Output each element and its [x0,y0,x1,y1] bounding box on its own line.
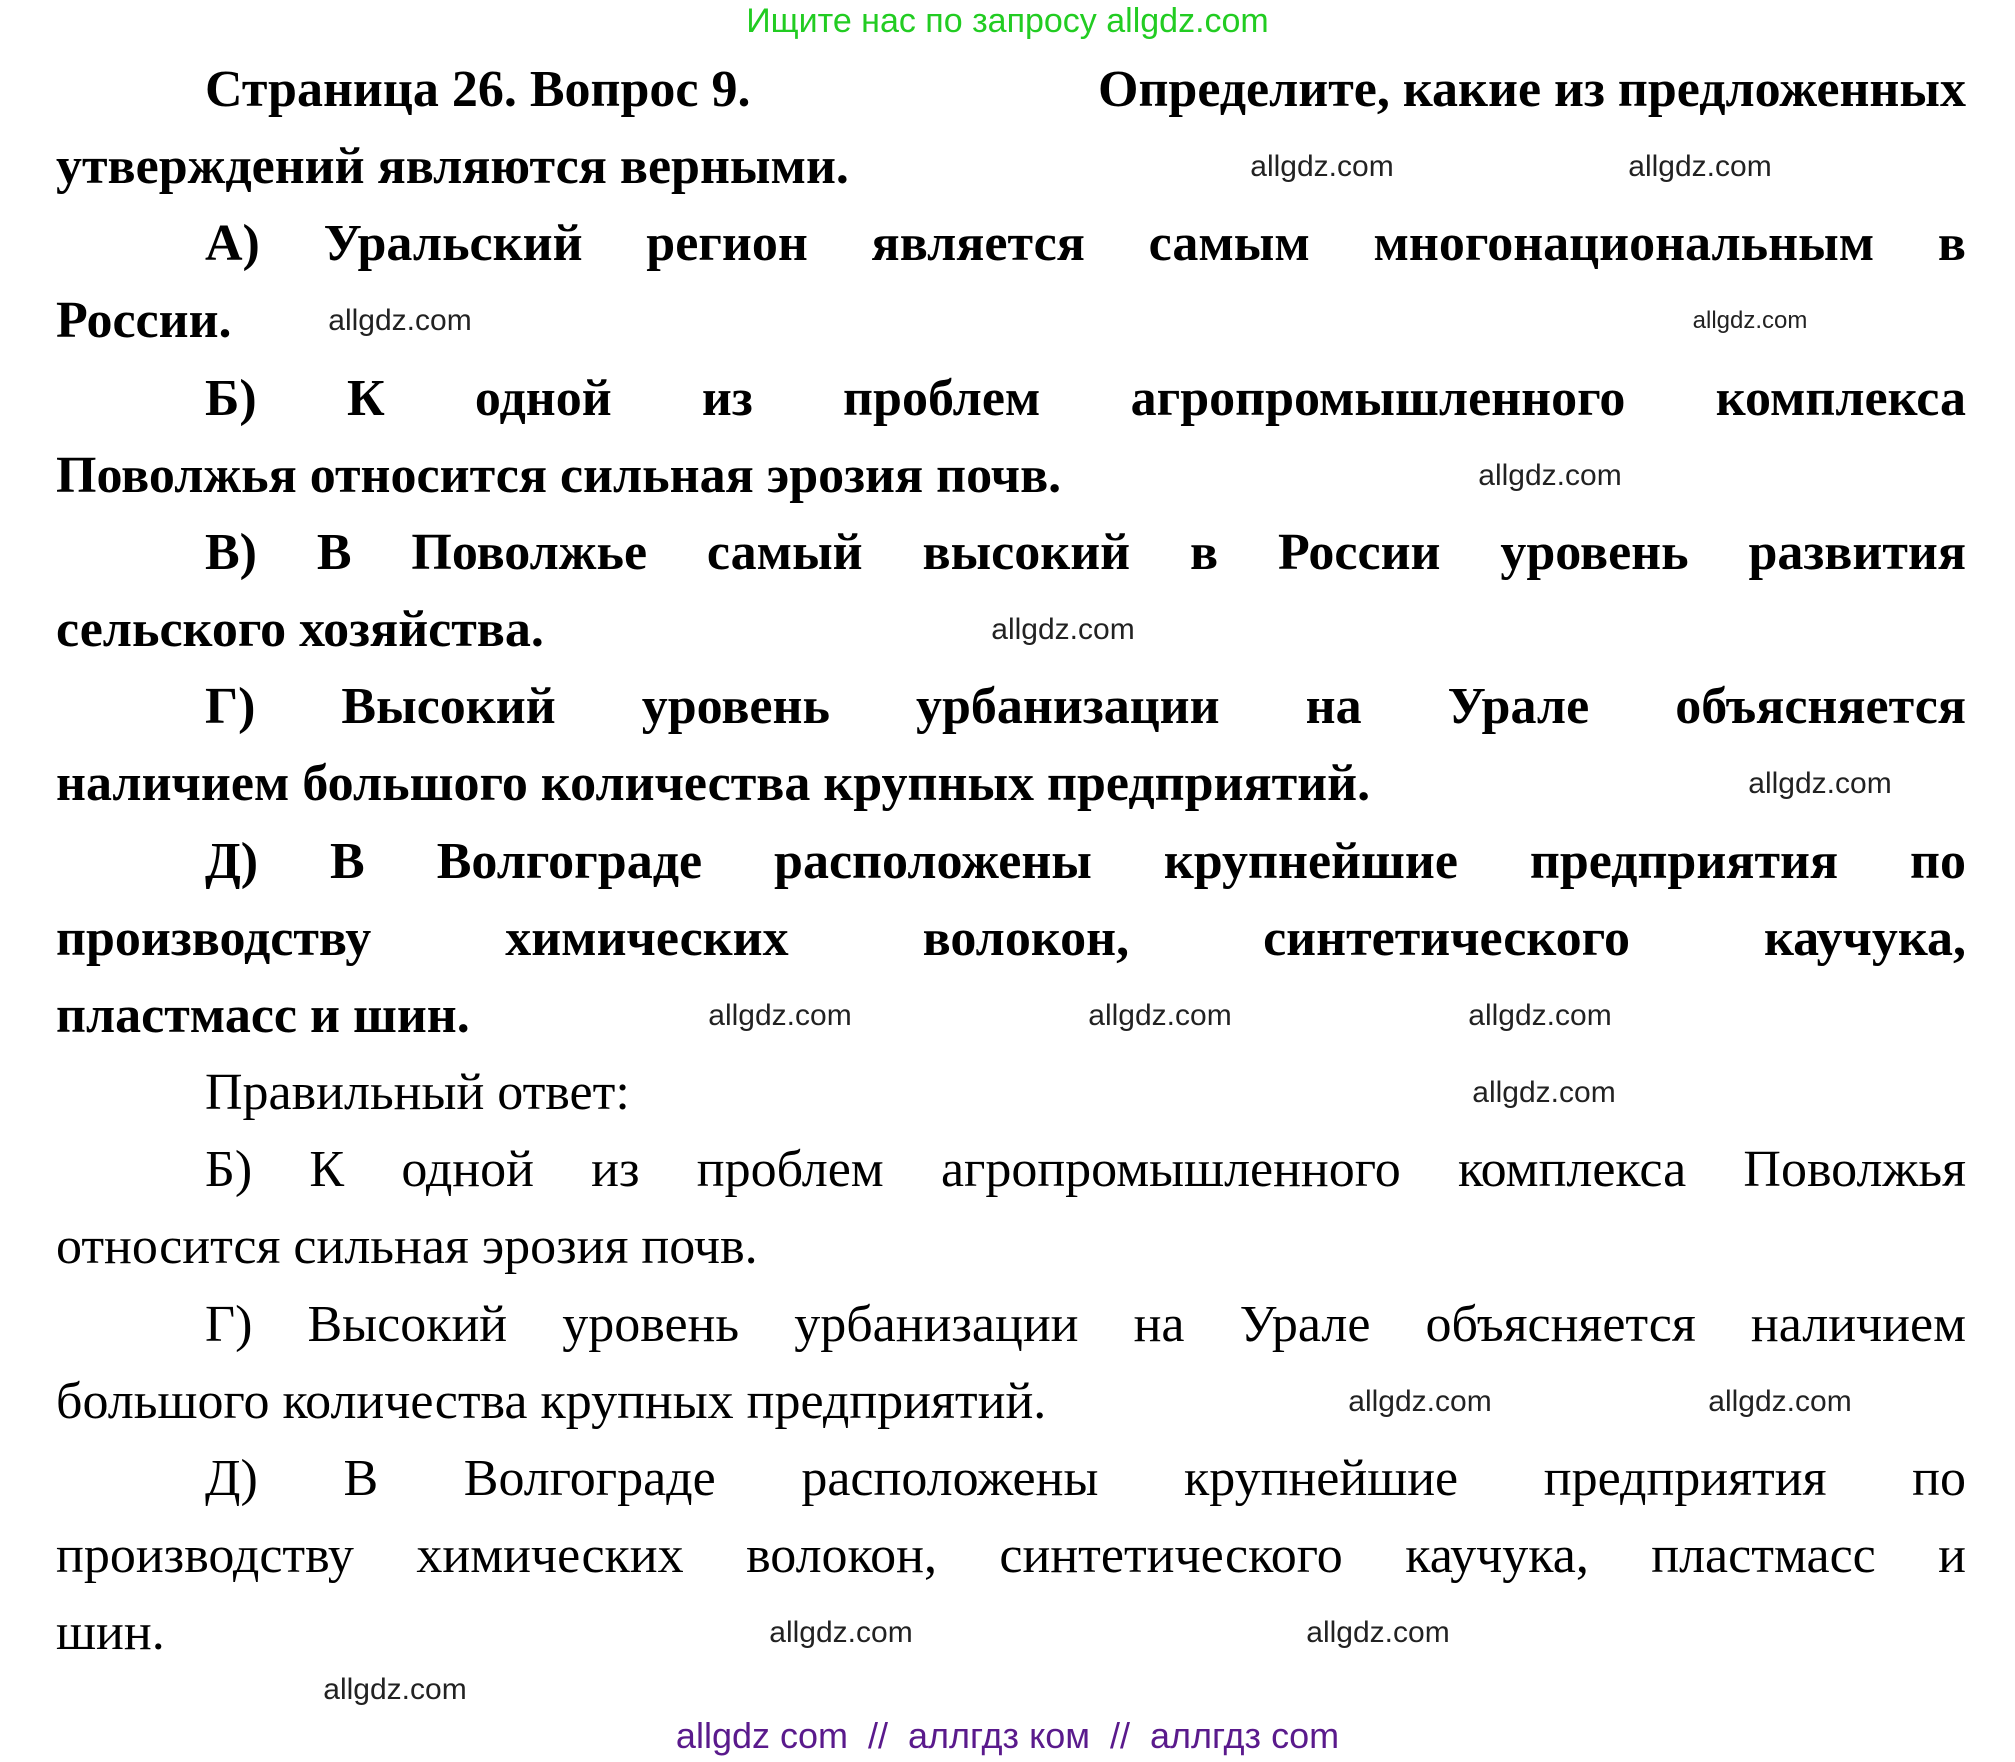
watermark: allgdz.com [1692,307,1808,334]
watermark: allgdz.com [991,613,1135,646]
statement-g-cont: наличием большого количества крупных предприятий. [56,755,1371,812]
watermark: allgdz.com [1348,1385,1492,1418]
watermark: allgdz.com [328,304,472,337]
statement-d: Д) В Волгограде расположены крупнейшие предприятия по [205,833,1966,890]
statement-b: Б) К одной из проблем агропромышленного комплекса [205,370,1966,427]
statement-v: В) В Поволжье самый высокий в России уровень развития [205,524,1966,581]
watermark: allgdz.com [1628,150,1772,183]
question-line: Определите, какие из предложенных [1098,61,1966,118]
answer-label: Правильный ответ: [205,1064,630,1121]
watermark: allgdz.com [323,1673,467,1706]
answer-d: Д) В Волгограде расположены крупнейшие предприятия по [205,1450,1966,1507]
watermark: allgdz.com [1088,999,1232,1032]
statement-g: Г) Высокий уровень урбанизации на Урале объясняется [205,678,1966,735]
statement-a: А) Уральский регион является самым многонациональным в [205,215,1966,272]
answer-d-cont: производству химических волокон, синтетического каучука, пластмасс и [56,1527,1966,1584]
statement-v-cont: сельского хозяйства. [56,601,544,658]
statement-d-cont: производству химических волокон, синтетического каучука, [56,910,1966,967]
watermark: allgdz.com [1472,1076,1616,1109]
search-banner: Ищите нас по запросу allgdz.com [746,2,1269,40]
question-title: Страница 26. Вопрос 9. [205,61,751,118]
statement-a-cont: России. [56,292,232,349]
watermark: allgdz.com [1250,150,1394,183]
answer-b: Б) К одной из проблем агропромышленного комплекса Поволжья [205,1141,1966,1198]
watermark: allgdz.com [1306,1616,1450,1649]
answer-g-cont: большого количества крупных предприятий. [56,1373,1047,1430]
watermark: allgdz.com [1708,1385,1852,1418]
statement-b-cont: Поволжья относится сильная эрозия почв. [56,447,1062,504]
watermark: allgdz.com [1478,459,1622,492]
watermark: allgdz.com [1468,999,1612,1032]
footer-links: allgdz com // аллгдз ком // аллгдз com [675,1715,1340,1756]
watermark: allgdz.com [769,1616,913,1649]
statement-d-cont: пластмасс и шин. [56,987,470,1044]
answer-d-cont: шин. [56,1604,165,1661]
answer-b-cont: относится сильная эрозия почв. [56,1218,758,1275]
watermark: allgdz.com [1748,767,1892,800]
question-line: утверждений являются верными. [56,138,849,195]
answer-g: Г) Высокий уровень урбанизации на Урале объясняется наличием [205,1296,1966,1353]
watermark: allgdz.com [708,999,852,1032]
